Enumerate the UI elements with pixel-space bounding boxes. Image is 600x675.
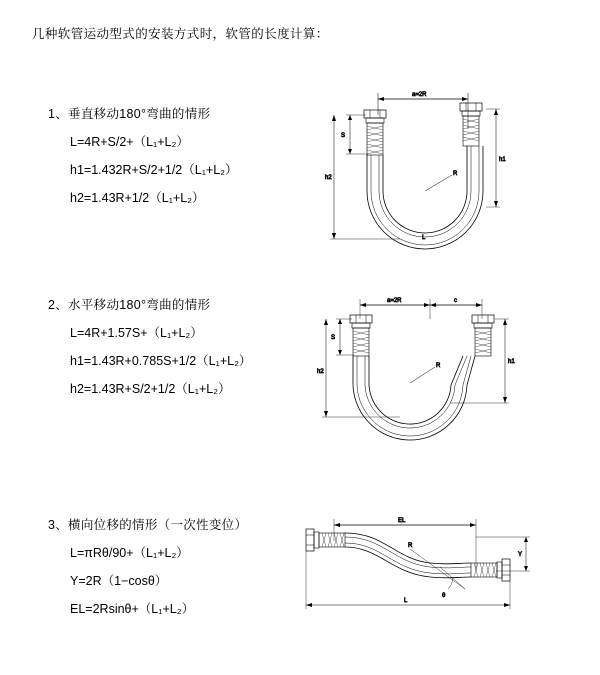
- label-s-2: S: [331, 335, 336, 341]
- label-r: R: [453, 171, 458, 177]
- section-2-text: [48, 295, 298, 407]
- lateral-offset-diagram: [290, 507, 550, 642]
- section-3-formula-2: Y=2R（1−cosθ）: [70, 574, 168, 588]
- label-el: EL: [398, 518, 406, 524]
- label-h2: h2: [325, 175, 332, 181]
- section-3-formula-3: EL=2Rsinθ+（L₁+L₂）: [70, 602, 195, 616]
- vertical-180-bend-diagram: [300, 79, 550, 269]
- horizontal-180-bend-diagram: [300, 285, 550, 450]
- label-y: Y: [518, 552, 523, 558]
- section-2-title: 2、水平移动180°弯曲的情形: [48, 298, 211, 312]
- section-1-title: 1、垂直移动180°弯曲的情形: [48, 107, 211, 121]
- label-c: c: [454, 298, 457, 304]
- section-3-title: 3、横向位移的情形（一次性变位）: [48, 518, 248, 532]
- page-intro: 几种软管运动型式的安装方式时，软管的长度计算：: [32, 27, 329, 41]
- section-3-formula-1: L=πRθ/90+（L₁+L₂）: [70, 546, 189, 560]
- section-1-text: [48, 104, 298, 216]
- label-l: L: [422, 235, 426, 241]
- horizontal-180-bend-svg: [300, 285, 550, 445]
- section-1-formula-2: h1=1.432R+S/2+1/2（L₁+L₂）: [70, 163, 238, 177]
- label-r-2: R: [436, 363, 441, 369]
- section-1-formula-3: h2=1.43R+1/2（L₁+L₂）: [70, 191, 205, 205]
- section-3-text: [48, 515, 298, 627]
- section-2-formula-3: h2=1.43R+S/2+1/2（L₁+L₂）: [70, 382, 231, 396]
- label-s: S: [341, 133, 346, 139]
- section-2-formula-1: L=4R+1.57S+（L₁+L₂）: [70, 326, 203, 340]
- section-2-formula-2: h1=1.43R+0.785S+1/2（L₁+L₂）: [70, 354, 252, 368]
- vertical-180-bend-svg: [300, 79, 550, 264]
- label-h2-2: h2: [317, 369, 324, 375]
- label-h1-2: h1: [508, 359, 515, 365]
- label-l-3: L: [404, 598, 408, 604]
- label-theta: θ: [442, 593, 446, 599]
- label-a-2r: a=2R: [412, 92, 427, 98]
- label-a-2r-2: a=2R: [387, 298, 402, 304]
- label-h1: h1: [499, 157, 506, 163]
- section-1-formula-1: L=4R+S/2+（L₁+L₂）: [70, 135, 189, 149]
- lateral-offset-svg: [290, 507, 550, 637]
- label-r-3: R: [408, 543, 413, 549]
